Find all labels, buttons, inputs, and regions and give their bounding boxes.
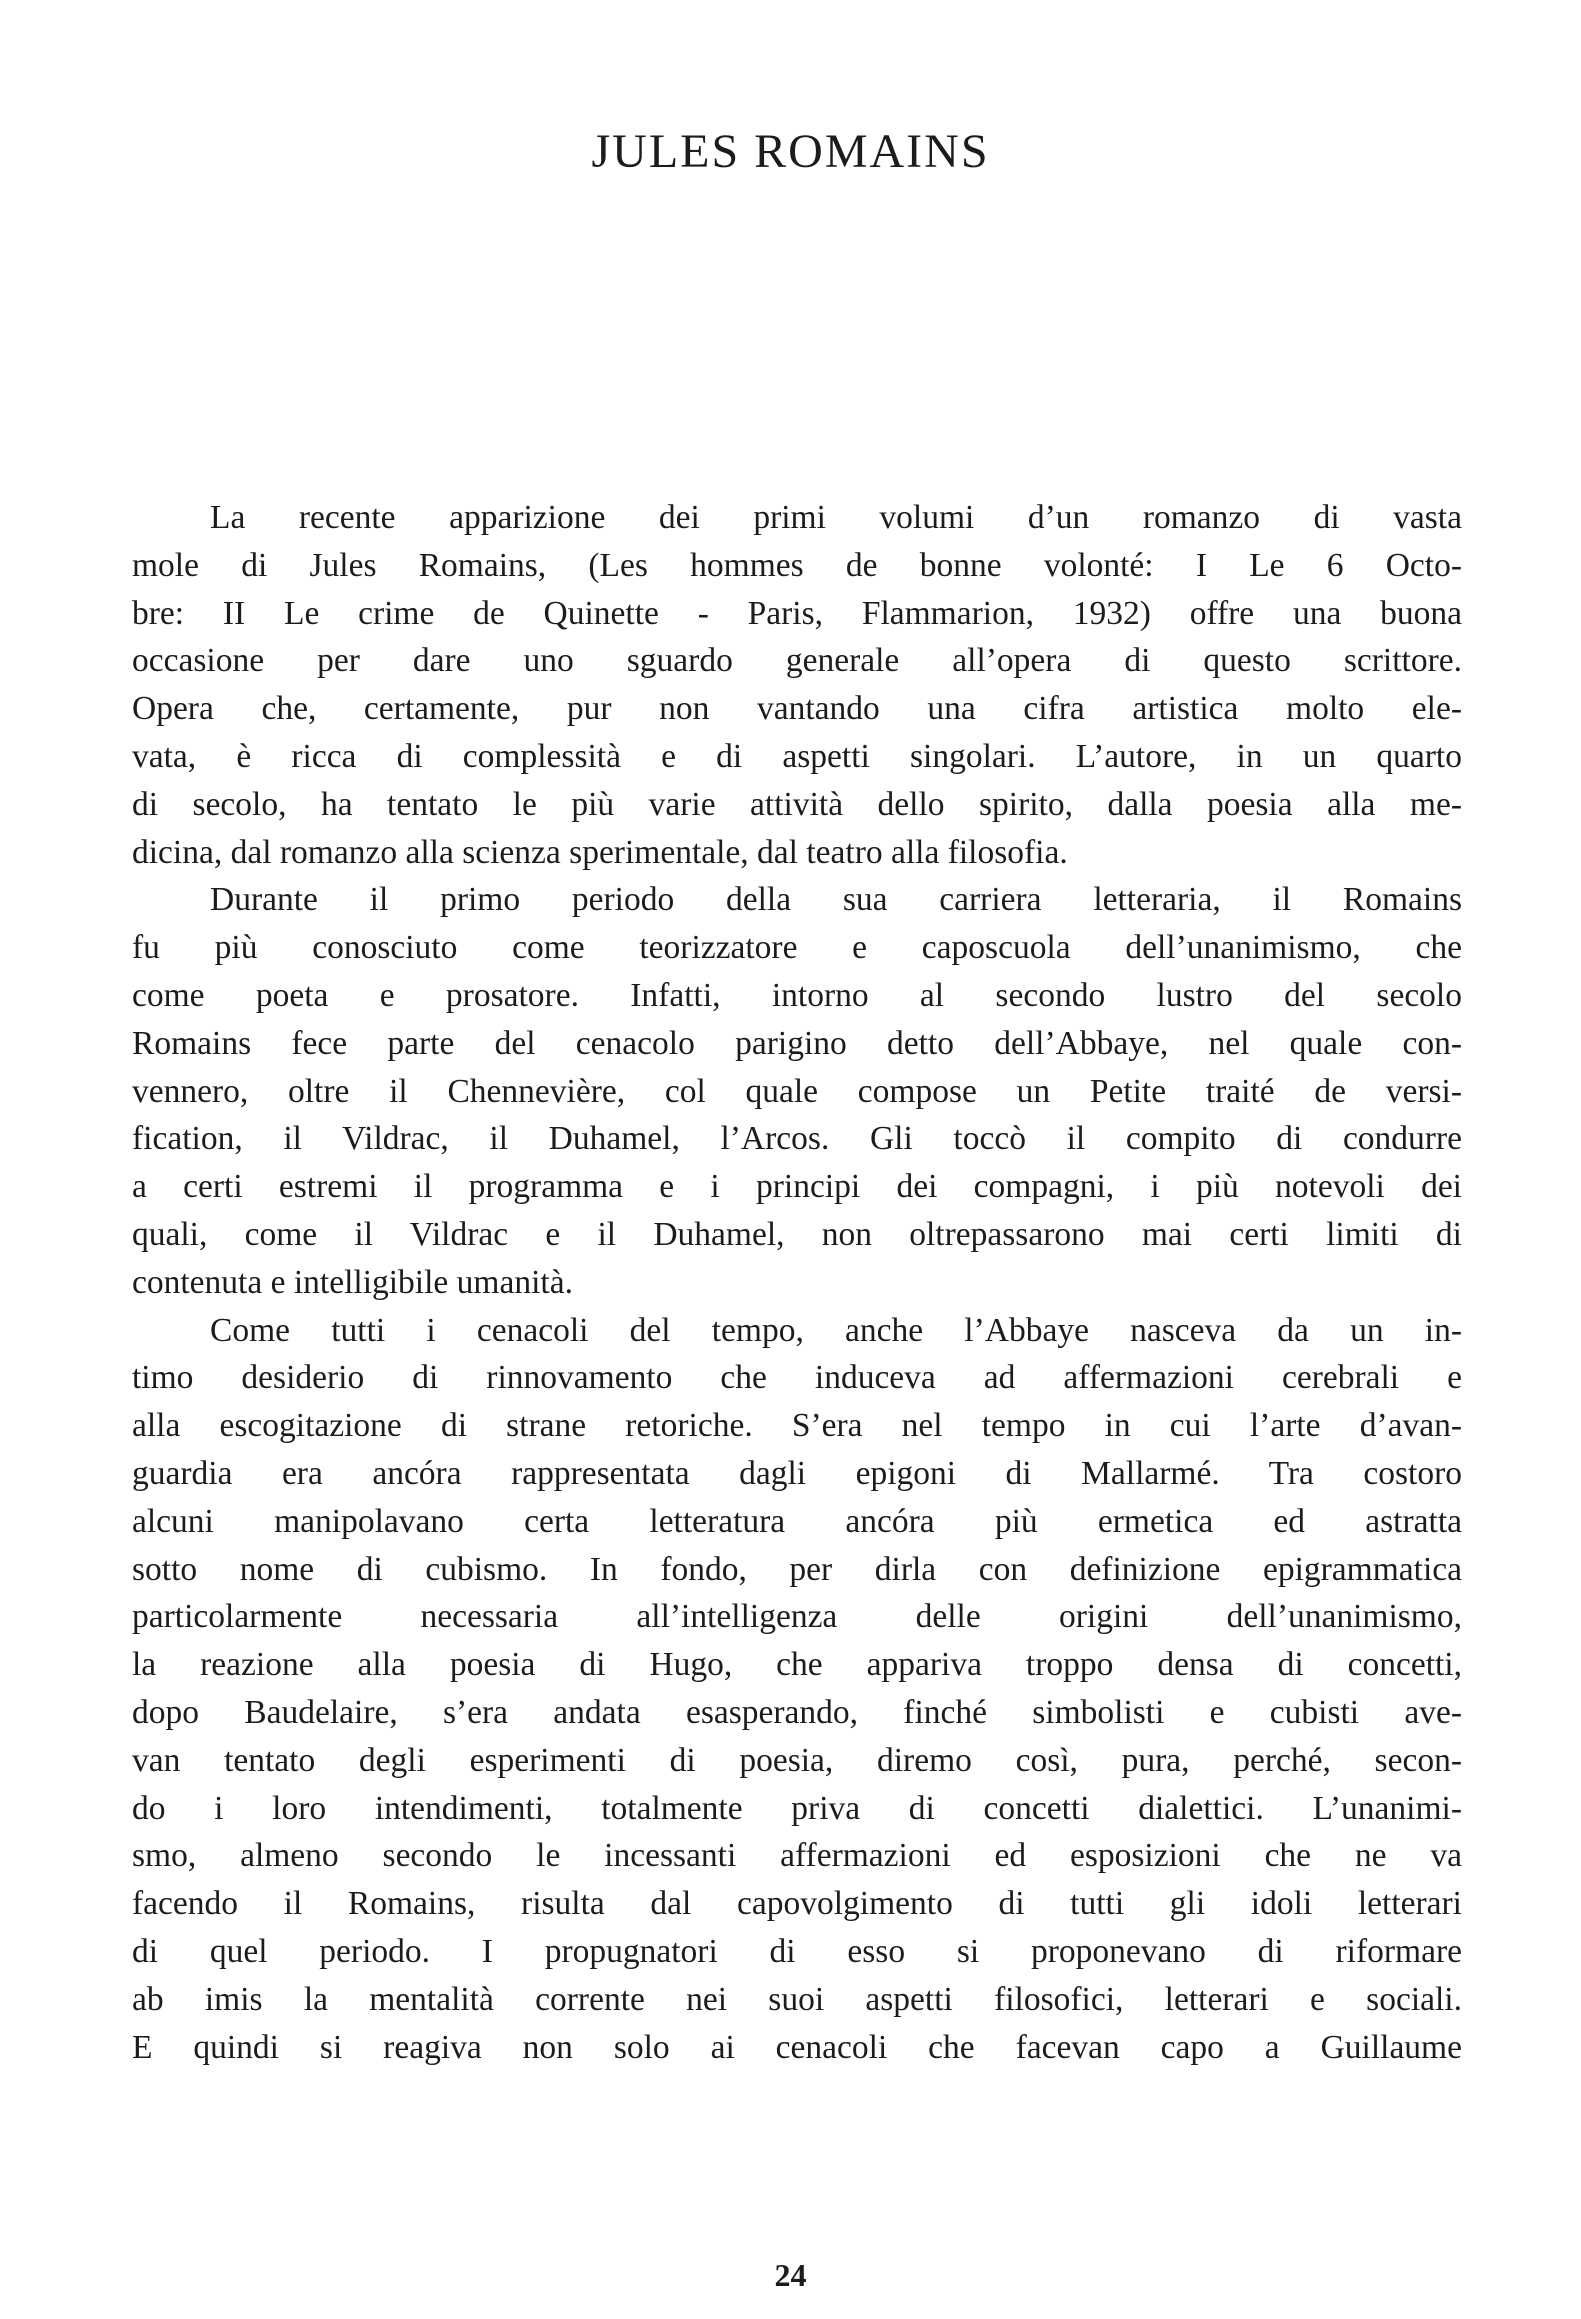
text-line: facendo il Romains, risulta dal capovolgimento di tutti gli idoli letterari [132,1885,1462,1923]
text-line: di quel periodo. I propugnatori di esso si proponevano di riformare [132,1932,1462,1970]
text-line: Opera che, certamente, pur non vantando una cifra artistica molto ele- [132,690,1462,728]
text-line: ab imis la mentalità corrente nei suoi aspetti filosofici, letterari e sociali. [132,1980,1462,2018]
text-line: a certi estremi il programma e i principi dei compagni, i più notevoli dei [132,1168,1462,1206]
text-line: van tentato degli esperimenti di poesia, diremo così, pura, perché, secon- [132,1741,1462,1779]
text-line: La recente apparizione dei primi volumi d’un romanzo di vasta [210,499,1462,536]
text-line: Durante il primo periodo della sua carriera letteraria, il Romains [210,881,1462,919]
text-line: dicina, dal romanzo alla scienza sperimentale, dal teatro alla filosofia. [132,833,1068,871]
text-line: alcuni manipolavano certa letteratura ancóra più ermetica ed astratta [132,1502,1462,1540]
text-line: di secolo, ha tentato le più varie attività dello spirito, dalla poesia alla me- [132,785,1462,823]
text-line: do i loro intendimenti, totalmente priva di concetti dialettici. L’unanimi- [132,1789,1462,1827]
text-line: sotto nome di cubismo. In fondo, per dirla con definizione epigrammatica [132,1550,1462,1588]
text-line: alla escogitazione di strane retoriche. S’era nel tempo in cui l’arte d’avan- [132,1407,1462,1445]
text-line: bre: II Le crime de Quinette - Paris, Flammarion, 1932) offre una buona [132,594,1462,632]
text-line: contenuta e intelligibile umanità. [132,1263,573,1301]
text-line: come poeta e prosatore. Infatti, intorno al secondo lustro del secolo [132,976,1462,1014]
text-line: vennero, oltre il Chennevière, col quale compose un Petite traité de versi- [132,1072,1462,1110]
text-line: fu più conosciuto come teorizzatore e caposcuola dell’unanimismo, che [132,929,1462,967]
text-line: timo desiderio di rinnovamento che induceva ad affermazioni cerebrali e [132,1359,1462,1397]
text-line: guardia era ancóra rappresentata dagli epigoni di Mallarmé. Tra costoro [132,1454,1462,1492]
text-line: mole di Jules Romains, (Les hommes de bonne volonté: I Le 6 Octo- [132,546,1462,584]
text-line: smo, almeno secondo le incessanti affermazioni ed esposizioni che ne va [132,1837,1462,1875]
text-line: occasione per dare uno sguardo generale all’opera di questo scrittore. [132,642,1462,680]
text-line: dopo Baudelaire, s’era andata esasperando, finché simbolisti e cubisti ave- [132,1693,1462,1731]
page-number: 24 [774,2257,807,2293]
text-line: Come tutti i cenacoli del tempo, anche l’Abbaye nasceva da un in- [210,1311,1462,1349]
body-text [132,494,1462,2071]
text-line: la reazione alla poesia di Hugo, che appariva troppo densa di concetti, [132,1646,1462,1684]
text-line: Romains fece parte del cenacolo parigino detto dell’Abbaye, nel quale con- [132,1024,1462,1062]
text-line: fication, il Vildrac, il Duhamel, l’Arcos. Gli toccò il compito di condurre [132,1120,1462,1158]
text-line: quali, come il Vildrac e il Duhamel, non oltrepassarono mai certi limiti di [132,1215,1462,1253]
chapter-title: JULES ROMAINS [591,125,990,178]
text-line: particolarmente necessaria all’intelligenza delle origini dell’unanimismo, [132,1598,1462,1636]
text-line: E quindi si reagiva non solo ai cenacoli che facevan capo a Guillaume [132,2028,1462,2066]
text-line: vata, è ricca di complessità e di aspetti singolari. L’autore, in un quarto [132,737,1462,775]
